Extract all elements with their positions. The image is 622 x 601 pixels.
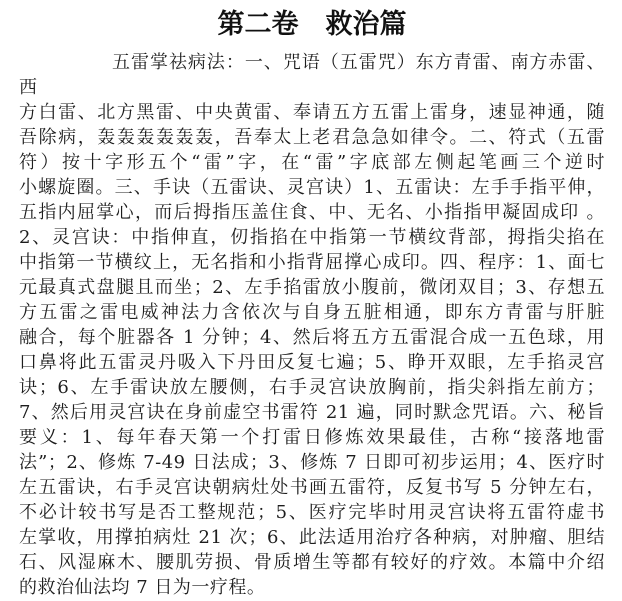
paragraph-line: 左五雷诀，右手灵宫诀朝病灶处书画五雷符，反复书写 5 分钟左右， <box>19 477 605 498</box>
paragraph-line: 不必计较书写是否工整规范；5、医疗完毕时用灵宫诀将五雷符虚书 <box>19 502 605 523</box>
paragraph-line: 的救治仙法均 7 日为一疗程。 <box>19 577 266 598</box>
paragraph-line: 五指内屈掌心，而后拇指压盖住食、中、无名、小指指甲凝固成印 。 <box>19 202 605 223</box>
paragraph-line: 五雷掌祛病法：一、咒语（五雷咒）东方青雷、南方赤雷、西 <box>19 52 605 98</box>
paragraph-line: 融合，每个脏器各 1 分钟；4、然后将五方五雷混合成一五色球，用 <box>19 327 605 348</box>
page-title: 第二卷 救治篇 <box>217 9 407 40</box>
paragraph-line: 中指第一节横纹上，无名指和小指背屈撑心成印。四、程序：1、面七 <box>19 252 605 273</box>
paragraph-line: 左掌收，用撑拍病灶 21 次；6、此法适用治疗各种病，对肿瘤、胆结 <box>19 527 605 548</box>
paragraph-line: 吾除病，轰轰轰轰轰轰，吾奉太上老君急急如律令。二、符式（五雷 <box>19 127 605 148</box>
paragraph-line: 7、然后用灵宫诀在身前虚空书雷符 21 遍，同时默念咒语。六、秘旨 <box>19 402 605 423</box>
paragraph-line: 要义：1、每年春天第一个打雷日修炼效果最佳，古称“接落地雷 <box>19 427 605 448</box>
paragraph-line: 诀；6、左手雷诀放左腰侧，右手灵宫诀放胸前，指尖斜指左前方； <box>19 377 605 398</box>
paragraph-line: 法”；2、修炼 7-49 日法成；3、修炼 7 日即可初步运用；4、医疗时 <box>19 452 605 473</box>
paragraph-line: 符）按十字形五个“雷”字，在“雷”字底部左侧起笔画三个逆时 <box>19 152 605 173</box>
paragraph-line: 石、风湿麻木、腰肌劳损、骨质增生等都有较好的疗效。本篇中介绍 <box>19 552 605 573</box>
body-paragraph <box>19 50 605 600</box>
paragraph-line: 2、灵宫诀：中指伸直，仞指掐在中指第一节横纹背部，拇指尖掐在 <box>19 227 605 248</box>
paragraph-line: 方白雷、北方黑雷、中央黄雷、奉请五方五雷上雷身，速显神通，随 <box>19 102 605 123</box>
paragraph-line: 小螺旋圈。三、手诀（五雷诀、灵宫诀）1、五雷诀：左手手指平伸， <box>19 177 605 198</box>
paragraph-line: 口鼻将此五雷灵丹吸入下丹田反复七遍；5、睁开双眼，左手掐灵宫 <box>19 352 605 373</box>
paragraph-line: 方五雷之雷电威神法力含依次与自身五脏相通，即东方青雷与肝脏 <box>19 302 605 323</box>
paragraph-line: 元最真式盘腿且而坐；2、左手掐雷放小腹前，微闭双目；3、存想五 <box>19 277 605 298</box>
